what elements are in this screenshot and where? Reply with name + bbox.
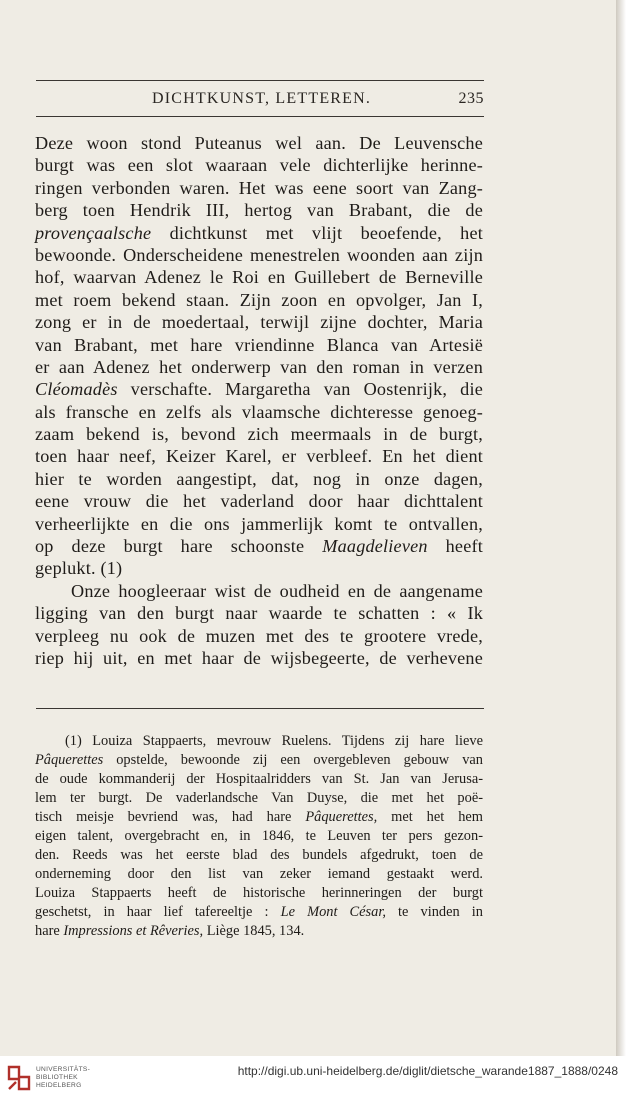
body-line: verheerlijkte en die ons jammerlijk komt te ontvallen, xyxy=(35,513,483,534)
top-rule xyxy=(36,80,484,81)
page-number: 235 xyxy=(458,90,484,107)
footnote-line: de oude kommanderij der Hospitaalridders van St. Jan van Jerusa- xyxy=(35,771,483,787)
body-text xyxy=(35,132,483,669)
footnote-line: lem ter burgt. De vaderlandsche Van Duyse, die met het poë- xyxy=(35,790,483,806)
body-line: burgt was een slot waaraan vele dichterlijke herinne- xyxy=(35,155,483,176)
body-line: met roem bekend staan. Zijn zoon en opvolger, Jan I, xyxy=(35,289,483,310)
source-url-link[interactable]: http://digi.ub.uni-heidelberg.de/diglit/dietsche_warande1887_1888/0248 xyxy=(237,1064,618,1078)
body-line: berg toen Hendrik III, hertog van Brabant, die de xyxy=(35,200,483,221)
page-edge xyxy=(616,0,626,1056)
footnote-rule xyxy=(36,708,484,709)
body-line: verpleeg nu ook de muzen met des te grootere vrede, xyxy=(35,625,483,646)
header-rule xyxy=(36,116,484,117)
body-line: Onze hoogleeraar wist de oudheid en de aangename xyxy=(71,580,483,601)
body-line: zaam bekend is, bevond zich meermaals in de burgt, xyxy=(35,424,483,445)
footnote-line: geschetst, in haar lief tafereeltje : Le Mont César, te vinden in xyxy=(35,904,483,920)
footnote-line: Louiza Stappaerts heeft de historische herinneringen der burgt xyxy=(35,885,483,901)
body-line: provençaalsche dichtkunst met vlijt beoefende, het xyxy=(35,222,483,243)
footnote-line: Pâquerettes opstelde, bewoonde zij een overgebleven gebouw van xyxy=(35,752,483,768)
body-line: Deze woon stond Puteanus wel aan. De Leuvensche xyxy=(35,133,483,153)
body-line: er aan Adenez het onderwerp van den roman in verzen xyxy=(35,356,483,377)
body-line: bewoonde. Onderscheidene menestrelen woonden aan zijn xyxy=(35,244,483,265)
body-line: geplukt. (1) xyxy=(35,558,123,579)
body-line: zong er in de moedertaal, terwijl zijne dochter, Maria xyxy=(35,312,483,333)
body-line: Cléomadès verschafte. Margaretha van Oostenrijk, die xyxy=(35,379,483,400)
footnote-line: tisch meisje bevriend was, had hare Pâquerettes, met het hem xyxy=(35,809,483,825)
footer-bar xyxy=(0,1056,626,1102)
footnote xyxy=(35,732,483,941)
footnote-line: (1) Louiza Stappaerts, mevrouw Ruelens. Tijdens zij hare lieve xyxy=(65,733,483,749)
footnote-line: eigen talent, overgebracht en, in 1846, te Leuven ter pers gezon- xyxy=(35,828,483,844)
footnote-line: den. Reeds was het eerste blad des bundels afgedrukt, toen de xyxy=(35,847,483,863)
running-head-title: DICHTKUNST, LETTEREN. xyxy=(152,90,372,107)
body-line: hier te worden aangestipt, dat, nog in onze dagen, xyxy=(35,468,483,489)
running-head xyxy=(36,88,484,112)
footnote-line: onderneming door den list van zeker iemand gestaakt werd. xyxy=(35,866,483,882)
body-line: hof, waarvan Adenez le Roi en Guillebert de Berneville xyxy=(35,267,483,288)
university-library-logo-icon[interactable] xyxy=(6,1064,32,1092)
library-logo-text: UNIVERSITÄTS- BIBLIOTHEK HEIDELBERG xyxy=(36,1066,91,1089)
body-line: ringen verbonden waren. Het was eene soort van Zang- xyxy=(35,177,483,198)
footnote-line: hare Impressions et Rêveries, Liège 1845, 134. xyxy=(35,923,305,939)
body-line: van Brabant, met hare vriendinne Blanca van Artesië xyxy=(35,334,483,355)
body-line: als fransche en zelfs als vlaamsche dichteresse genoeg- xyxy=(35,401,483,422)
body-line: toen haar neef, Keizer Karel, er verbleef. En het dient xyxy=(35,446,483,467)
body-line: ligging van den burgt naar waarde te schatten : « Ik xyxy=(35,603,483,624)
body-line: eene vrouw die het vaderland door haar dichttalent xyxy=(35,491,483,512)
body-line: riep hij uit, en met haar de wijsbegeerte, de verhevene xyxy=(35,647,483,668)
body-line: op deze burgt hare schoonste Maagdelieven heeft xyxy=(35,536,483,557)
